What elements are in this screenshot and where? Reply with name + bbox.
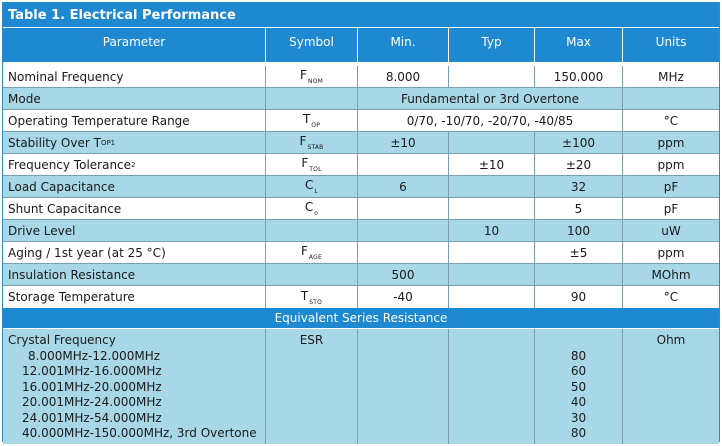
param-cell: Load Capacitance xyxy=(3,176,266,197)
param-cell: Storage Temperature xyxy=(3,286,266,308)
unit-cell: ppm xyxy=(657,157,685,172)
symbol-cell xyxy=(266,88,358,109)
esr-param-column xyxy=(3,329,266,444)
symbol-cell: $T_{OP}$ xyxy=(266,110,358,131)
typ-cell xyxy=(449,132,535,153)
esr-range-label: 24.001MHz-54.000MHz xyxy=(22,410,162,425)
symbol-cell xyxy=(266,220,358,241)
max-cell: ±20 xyxy=(535,154,623,175)
merged-value-cell: Fundamental or 3rd Overtone xyxy=(358,88,623,109)
unit-cell: °C xyxy=(663,113,679,128)
typ-cell xyxy=(449,66,535,87)
param-cell: Stability Over T OP 1 xyxy=(3,132,266,153)
max-cell: 32 xyxy=(535,176,623,197)
unit-cell: MHz xyxy=(658,69,684,84)
esr-unit: Ohm xyxy=(656,333,686,347)
min-cell: 6 xyxy=(358,176,449,197)
typ-cell xyxy=(449,286,535,308)
table-row xyxy=(3,154,719,176)
unit-cell: ppm xyxy=(657,245,685,260)
typ-cell xyxy=(449,242,535,263)
merged-value-cell: 0/70, -10/70, -20/70, -40/85 xyxy=(358,110,623,131)
max-cell: 5 xyxy=(535,198,623,219)
esr-param-label: Crystal Frequency xyxy=(8,333,116,347)
max-cell: 90 xyxy=(535,286,623,308)
header-symbol: Symbol xyxy=(266,28,358,62)
esr-max-value: 30 xyxy=(570,410,587,425)
unit-cell: °C xyxy=(663,290,679,304)
typ-cell xyxy=(449,176,535,197)
max-cell xyxy=(535,264,623,285)
max-cell: 150.000 xyxy=(535,66,623,87)
table-row xyxy=(3,66,719,88)
param-cell: Insulation Resistance xyxy=(3,264,266,285)
esr-max-value: 80 xyxy=(570,348,587,363)
esr-range-label: 20.001MHz-24.000MHz xyxy=(22,395,162,409)
symbol-cell: $F_{STAB}$ xyxy=(266,132,358,153)
table-row xyxy=(3,198,719,220)
header-parameter: Parameter xyxy=(3,28,266,62)
max-cell: ±100 xyxy=(535,132,623,153)
param-cell: Nominal Frequency xyxy=(3,66,266,87)
esr-range-label: 8.000MHz-12.000MHz xyxy=(28,348,161,363)
esr-max-value: 80 xyxy=(570,426,587,440)
esr-section-title: Equivalent Series Resistance xyxy=(3,308,719,329)
unit-cell: MOhm xyxy=(651,267,691,282)
table-header-row xyxy=(3,28,719,66)
table-row xyxy=(3,110,719,132)
header-typ: Typ xyxy=(449,28,535,62)
typ-cell: 10 xyxy=(449,220,535,241)
min-cell xyxy=(358,154,449,175)
param-cell: Shunt Capacitance xyxy=(3,198,266,219)
esr-unit-column xyxy=(623,329,719,444)
table-row xyxy=(3,88,719,110)
min-cell: -40 xyxy=(358,286,449,308)
unit-cell: pF xyxy=(663,201,679,216)
esr-max-column xyxy=(535,329,623,444)
symbol-cell: $C_L$ xyxy=(266,176,358,197)
table-row xyxy=(3,264,719,286)
param-cell: Operating Temperature Range xyxy=(3,110,266,131)
esr-range-label: 16.001MHz-20.000MHz xyxy=(22,379,162,394)
symbol-cell: $F_{NOM}$ xyxy=(266,66,358,87)
param-cell: Mode xyxy=(3,88,266,109)
esr-min-column xyxy=(358,329,449,444)
min-cell: 500 xyxy=(358,264,449,285)
min-cell: ±10 xyxy=(358,132,449,153)
table-row xyxy=(3,132,719,154)
table-title: Table 1. Electrical Performance xyxy=(3,3,719,28)
electrical-performance-table xyxy=(2,2,720,442)
min-cell: 8.000 xyxy=(358,66,449,87)
header-max: Max xyxy=(535,28,623,62)
header-min: Min. xyxy=(358,28,449,62)
esr-section xyxy=(3,329,719,444)
param-cell: Frequency Tolerance 2 xyxy=(3,154,266,175)
symbol-cell: $T_{STO}$ xyxy=(266,286,358,308)
param-cell: Drive Level xyxy=(3,220,266,241)
esr-range-label: 40.000MHz-150.000MHz, 3rd Overtone xyxy=(22,426,257,440)
table-row xyxy=(3,176,719,198)
min-cell xyxy=(358,220,449,241)
header-units: Units xyxy=(655,35,687,49)
typ-cell xyxy=(449,198,535,219)
min-cell xyxy=(358,198,449,219)
symbol-cell: $C_o$ xyxy=(266,198,358,219)
max-cell: ±5 xyxy=(535,242,623,263)
esr-max-value: 60 xyxy=(570,364,587,378)
esr-symbol: ESR xyxy=(299,333,324,347)
max-cell: 100 xyxy=(535,220,623,241)
symbol-cell: $F_{AGE}$ xyxy=(266,242,358,263)
esr-range-label: 12.001MHz-16.000MHz xyxy=(22,364,162,378)
table-row xyxy=(3,286,719,308)
esr-max-value: 40 xyxy=(570,395,587,409)
typ-cell: ±10 xyxy=(449,154,535,175)
esr-typ-column xyxy=(449,329,535,444)
unit-cell xyxy=(623,88,719,109)
min-cell xyxy=(358,242,449,263)
table-row xyxy=(3,242,719,264)
symbol-cell: $F_{TOL}$ xyxy=(266,154,358,175)
table-row xyxy=(3,220,719,242)
unit-cell: ppm xyxy=(657,135,685,150)
unit-cell: pF xyxy=(663,179,679,194)
unit-cell: uW xyxy=(661,223,681,238)
symbol-cell xyxy=(266,264,358,285)
typ-cell xyxy=(449,264,535,285)
param-cell: Aging / 1st year (at 25 °C) xyxy=(3,242,266,263)
esr-max-value: 50 xyxy=(570,379,587,394)
esr-symbol-column xyxy=(266,329,358,444)
